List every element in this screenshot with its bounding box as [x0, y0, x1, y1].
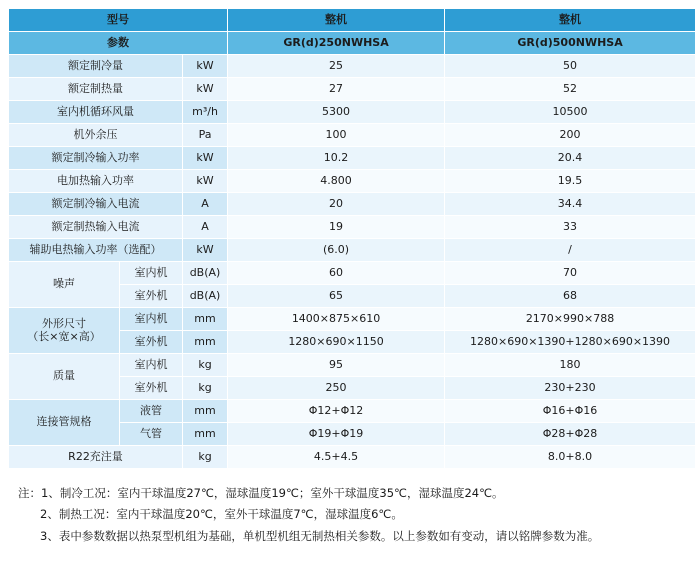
row-unit: mm — [183, 423, 227, 445]
row-label-noise: 噪声 — [9, 262, 119, 307]
table-header-row-model — [9, 9, 695, 31]
row-value-col2: 1280×690×1390+1280×690×1390 — [445, 331, 695, 353]
row-label: 机外余压 — [9, 124, 182, 146]
row-sublabel: 室内机 — [120, 354, 182, 376]
row-label-dimensions — [9, 308, 119, 353]
row-value-col1: Φ19+Φ19 — [228, 423, 444, 445]
row-value-col2: Φ16+Φ16 — [445, 400, 695, 422]
row-unit: Pa — [183, 124, 227, 146]
row-value-col2: 180 — [445, 354, 695, 376]
row-unit: kg — [183, 354, 227, 376]
row-unit: m³/h — [183, 101, 227, 123]
row-value-col1: Φ12+Φ12 — [228, 400, 444, 422]
table-row — [9, 55, 695, 77]
row-value-col2: 19.5 — [445, 170, 695, 192]
row-label-pipe: 连接管规格 — [9, 400, 119, 445]
footnote-line-3: 3、表中参数数据以热泵型机组为基础，单机型机组无制热相关参数。以上参数如有变动，请以铭牌参数为准。 — [40, 528, 600, 543]
table-row — [9, 147, 695, 169]
row-unit: kW — [183, 55, 227, 77]
row-label: 室内机循环风量 — [9, 101, 182, 123]
row-value-col2: 68 — [445, 285, 695, 307]
row-value-col1: 65 — [228, 285, 444, 307]
header-param-label: 参数 — [9, 32, 227, 54]
footnote-line-2: 2、制热工况：室内干球温度20℃，室外干球温度7℃，湿球温度6℃。 — [40, 507, 403, 522]
row-value-col1: 20 — [228, 193, 444, 215]
row-label: 额定制热输入电流 — [9, 216, 182, 238]
row-value-col1: 100 — [228, 124, 444, 146]
row-value-col2: 50 — [445, 55, 695, 77]
row-unit: kW — [183, 147, 227, 169]
row-value-col2: 230+230 — [445, 377, 695, 399]
header-col2-model: GR(d)500NWHSA — [445, 32, 695, 54]
row-value-col2: 10500 — [445, 101, 695, 123]
row-value-col1: 1280×690×1150 — [228, 331, 444, 353]
row-sublabel: 室内机 — [120, 262, 182, 284]
row-unit: kW — [183, 239, 227, 261]
table-row — [9, 216, 695, 238]
row-sublabel: 室外机 — [120, 377, 182, 399]
row-value-col1: 95 — [228, 354, 444, 376]
row-label-weight: 质量 — [9, 354, 119, 399]
row-value-col1: 27 — [228, 78, 444, 100]
row-sublabel: 气管 — [120, 423, 182, 445]
row-value-col2: 70 — [445, 262, 695, 284]
table-row — [9, 101, 695, 123]
footnote-line-1: 注：1、制冷工况：室内干球温度27℃，湿球温度19℃；室外干球温度35℃，湿球温度24℃。 — [18, 486, 504, 500]
row-value-col2: 20.4 — [445, 147, 695, 169]
row-value-col2: 8.0+8.0 — [445, 446, 695, 468]
row-value-col2: 33 — [445, 216, 695, 238]
table-header-row-params — [9, 32, 695, 54]
footnotes — [18, 483, 700, 547]
row-label: 额定制冷输入功率 — [9, 147, 182, 169]
row-unit: dB(A) — [183, 285, 227, 307]
row-unit: kW — [183, 170, 227, 192]
row-label: 额定制冷量 — [9, 55, 182, 77]
row-label: 电加热输入功率 — [9, 170, 182, 192]
header-col1-title: 整机 — [228, 9, 444, 31]
row-value-col2: 200 — [445, 124, 695, 146]
row-sublabel: 室外机 — [120, 331, 182, 353]
row-sublabel: 室内机 — [120, 308, 182, 330]
row-unit: kW — [183, 78, 227, 100]
dimension-label-line1: 外形尺寸 — [42, 316, 86, 330]
dimension-label-line2: （长×宽×高） — [27, 329, 101, 343]
table-row — [9, 124, 695, 146]
table-row — [9, 78, 695, 100]
row-value-col2: Φ28+Φ28 — [445, 423, 695, 445]
row-value-col1: 4.5+4.5 — [228, 446, 444, 468]
row-unit: mm — [183, 400, 227, 422]
row-unit: kg — [183, 446, 227, 468]
row-value-col1: 1400×875×610 — [228, 308, 444, 330]
table-row — [9, 262, 695, 284]
header-model-label: 型号 — [9, 9, 227, 31]
row-value-col1: 5300 — [228, 101, 444, 123]
row-value-col1: (6.0) — [228, 239, 444, 261]
row-value-col2: 2170×990×788 — [445, 308, 695, 330]
row-unit: mm — [183, 331, 227, 353]
row-value-col1: 250 — [228, 377, 444, 399]
row-label: 辅助电热输入功率（选配） — [9, 239, 182, 261]
row-unit: mm — [183, 308, 227, 330]
row-value-col2: / — [445, 239, 695, 261]
row-unit: A — [183, 193, 227, 215]
table-row — [9, 400, 695, 422]
row-value-col1: 25 — [228, 55, 444, 77]
table-row — [9, 239, 695, 261]
row-sublabel: 室外机 — [120, 285, 182, 307]
row-value-col2: 52 — [445, 78, 695, 100]
row-value-col1: 19 — [228, 216, 444, 238]
row-label: 额定制热量 — [9, 78, 182, 100]
table-row — [9, 170, 695, 192]
table-row — [9, 193, 695, 215]
specification-table — [8, 8, 696, 469]
row-value-col2: 34.4 — [445, 193, 695, 215]
row-unit: dB(A) — [183, 262, 227, 284]
row-sublabel: 液管 — [120, 400, 182, 422]
header-col2-title: 整机 — [445, 9, 695, 31]
row-label: 额定制冷输入电流 — [9, 193, 182, 215]
table-row — [9, 446, 695, 468]
row-unit: A — [183, 216, 227, 238]
row-value-col1: 60 — [228, 262, 444, 284]
table-row — [9, 308, 695, 330]
row-value-col1: 4.800 — [228, 170, 444, 192]
row-value-col1: 10.2 — [228, 147, 444, 169]
row-label: R22充注量 — [9, 446, 182, 468]
header-col1-model: GR(d)250NWHSA — [228, 32, 444, 54]
row-unit: kg — [183, 377, 227, 399]
table-row — [9, 354, 695, 376]
